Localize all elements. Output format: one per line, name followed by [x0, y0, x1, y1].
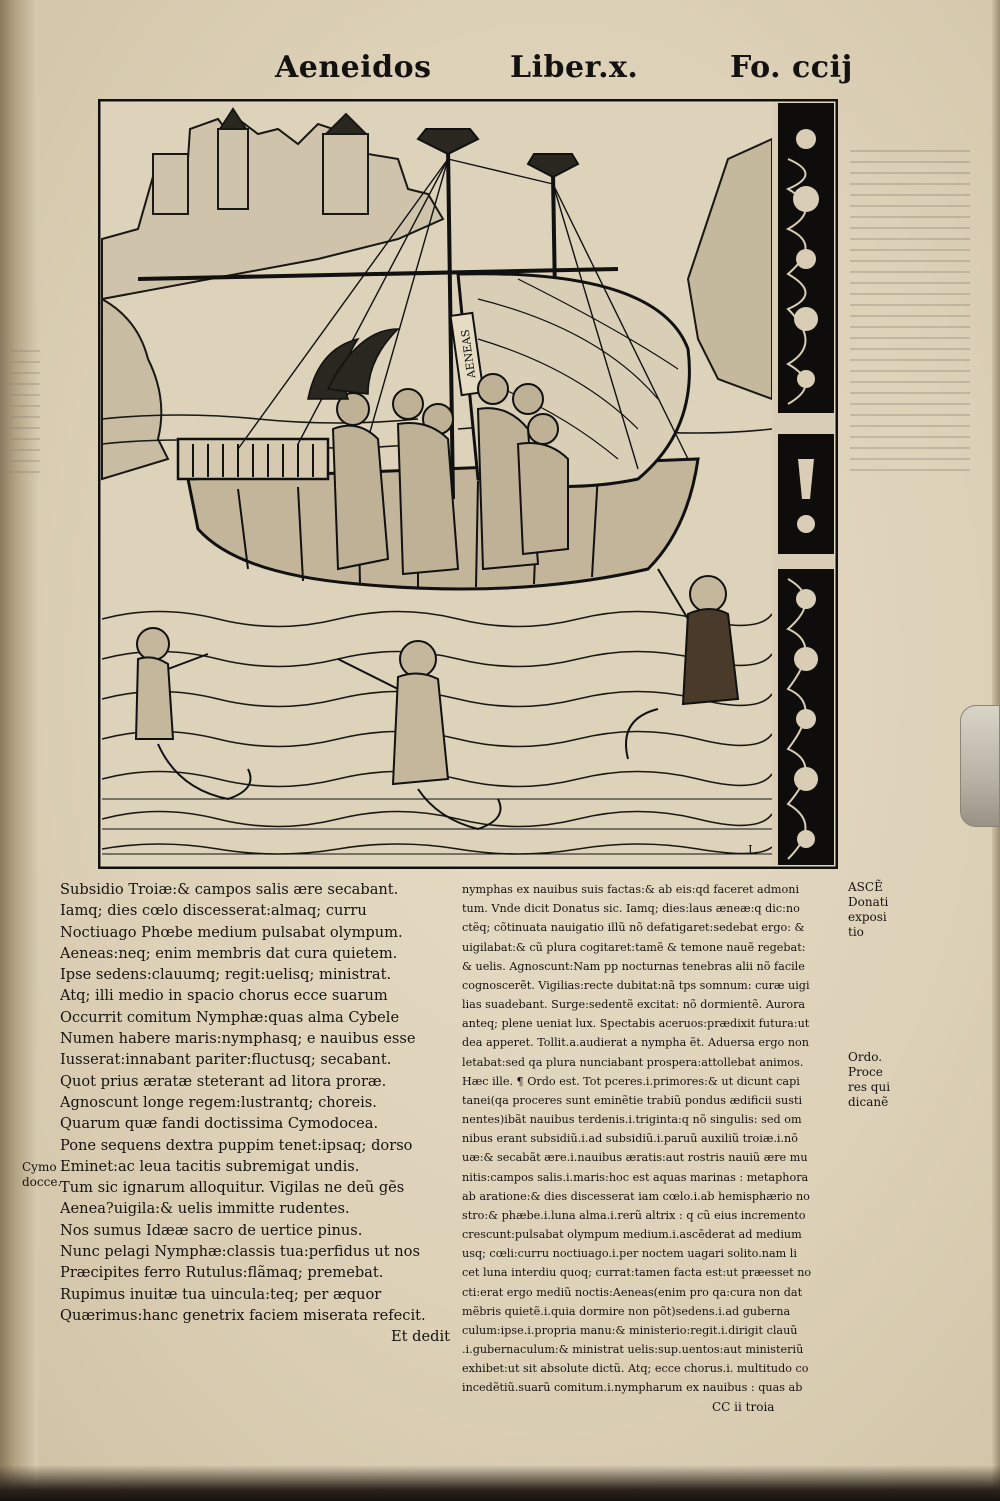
margin-note-cymodocea: Cymo docce.: [22, 1160, 62, 1189]
running-head-book: Liber.x.: [510, 50, 639, 85]
verse-line: Occurrit comitum Nymphæ:quas alma Cybele: [60, 1008, 400, 1026]
page-bottom-shadow: [0, 1465, 1000, 1501]
commentary-line: anteq; plene ueniat lux. Spectabis aceruos:prædixit futura:ut: [462, 1017, 810, 1031]
verse-line: Subsidio Troiæ:& campos salis ære secabant.: [60, 881, 399, 898]
verse-line: Aenea?uigila:& uelis immitte rudentes.: [60, 1200, 350, 1218]
cutter-mark: L: [748, 843, 756, 857]
commentary-line: lias suadebant. Surge:sedentẽ excitat: nõ dormientẽ. Aurora: [462, 998, 806, 1012]
verse-line: Noctiuago Phœbe medium pulsabat olympum.: [60, 923, 403, 941]
verse-line: Quærimus:hanc genetrix faciem miserata refecit.: [60, 1306, 426, 1324]
verse-line: Iamq; dies cœlo discesserat:almaq; curru: [60, 902, 367, 920]
woodcut-illustration: [98, 99, 838, 869]
verse-line: Eminet:ac leua tacitis subremigat undis.: [60, 1157, 360, 1175]
verse-line: Agnoscunt longe regem:lustrantq; choreis.: [60, 1093, 377, 1111]
commentary-line: uæ:& secabãt ære.i.nauibus æratis:aut rostris nauiũ ære mu: [462, 1151, 808, 1165]
commentary-line: tanei(qa proceres sunt eminẽtie trabiũ pondus ædificii susti: [462, 1093, 803, 1107]
commentary-line: .i.gubernaculum:& ministrat uelis:sup.uentos:aut ministeriũ: [462, 1343, 804, 1357]
verse-line: Quarum quæ fandi doctissima Cymodocea.: [60, 1115, 379, 1133]
verse-line: Nos sumus Idææ sacro de uertice pinus.: [60, 1221, 363, 1239]
commentary-line: ab aratione:& dies discesserat iam cœlo.i.ab hemisphærio no: [462, 1189, 810, 1203]
catchword: Et dedit: [390, 1328, 450, 1346]
verse-line: Ipse sedens:clauumq; regit:uelisq; ministrat.: [60, 966, 392, 984]
verse-line: Iusserat:innabant pariter:fluctusq; secabant.: [60, 1051, 392, 1069]
commentary-line: letabat:sed qa plura nunciabant prospera:attollebat animos.: [462, 1055, 804, 1069]
commentary-line: usq; cœli:curru noctiuago.i.per noctem uagari solito.nam li: [462, 1247, 797, 1261]
show-through-right: [850, 150, 970, 480]
verse-line: Aeneas:neq; enim membris dat cura quietem.: [60, 944, 398, 962]
svg-text:AENEAS: AENEAS: [458, 328, 479, 380]
commentary-column: [462, 880, 846, 1417]
verse-line: Rupimus inuitæ tua uincula:teq; per æquor: [60, 1285, 382, 1303]
commentary-line: exhibet:ut sit absolute dictũ. Atq; ecce chorus.i. multitudo co: [462, 1362, 809, 1376]
margin-note-ordo: Ordo. Proce res qui dicanẽ: [848, 1050, 891, 1109]
verse-line: Præcipites ferro Rutulus:flãmaq; premebat.: [60, 1264, 384, 1282]
margin-note-ascensius: ASCẼ Donati exposi tio: [848, 880, 889, 939]
commentary-line: cti:erat ergo mediũ noctis:Aeneas(enim pro qa:cura non dat: [462, 1285, 803, 1299]
commentary-line: incedẽtiũ.suarũ comitum.i.nympharum ex nauibus : quas ab: [462, 1381, 803, 1395]
commentary-line: nymphas ex nauibus suis factas:& ab eis:qd faceret admoni: [462, 883, 800, 896]
show-through-left: [10, 350, 40, 482]
commentary-line: tum. Vnde dicit Donatus sic. Iamq; dies:laus æneæ:q dic:no: [462, 902, 800, 916]
verse-line: Pone sequens dextra puppim tenet:ipsaq; dorso: [60, 1136, 413, 1154]
running-head-title: Aeneidos: [275, 50, 432, 85]
commentary-line: uigilabat:& cũ plura cogitaret:tamẽ & temone nauẽ regebat:: [462, 940, 806, 954]
verse-line: Nunc pelagi Nymphæ:classis tua:perfidus ut nos: [60, 1243, 420, 1261]
woodcut-scene: [102, 103, 772, 865]
commentary-line: cognoscerẽt. Vigilias:recte dubitat:nã tps somnum: curæ uigi: [462, 978, 810, 992]
folio-number: Fo. ccij: [730, 50, 853, 85]
verse-column: [60, 879, 460, 1348]
signature-mark: CC ii troia: [712, 1399, 775, 1414]
commentary-line: crescunt:pulsabat olympum medium.i.ascẽderat ad medium: [462, 1228, 802, 1242]
commentary-line: cet luna interdiu quoq; currat:tamen facta est:ut præesset no: [462, 1266, 812, 1280]
commentary-line: nentes)ibãt nauibus terdenis.i.triginta:q nõ singulis: sed om: [462, 1113, 802, 1127]
commentary-line: mẽbris quietẽ.i.quia dormire non põt)sedens.i.ad guberna: [462, 1304, 791, 1318]
commentary-line: stro:& phæbe.i.luna alma.i.rerũ altrix : q cũ eius incremento: [462, 1208, 806, 1222]
verse-line: Tum sic ignarum alloquitur. Vigilas ne deũ gẽs: [60, 1179, 405, 1197]
verse-line: Numen habere maris:nymphasq; e nauibus esse: [60, 1030, 416, 1048]
commentary-line: & uelis. Agnoscunt:Nam pp nocturnas tenebras alii nõ facile: [462, 959, 805, 973]
commentary-line: ctẽq; cõtinuata nauigatio illũ nõ defatigaret:sedebat ergo: &: [462, 921, 805, 935]
binding-gutter: [0, 0, 38, 1501]
verse-line: Atq; illi medio in spacio chorus ecce suarum: [60, 987, 388, 1005]
verse-line: Quot prius æratæ steterant ad litora proræ.: [60, 1072, 387, 1090]
commentary-line: nibus erant subsidiũ.i.ad subsidiũ.i.paruũ auxiliũ troiæ.i.nõ: [462, 1132, 798, 1146]
commentary-line: nitis:campos salis.i.maris:hoc est aquas marinas : metaphora: [462, 1170, 809, 1184]
clasp-tab: [960, 705, 1000, 827]
commentary-line: dea apperet. Tollit.a.audierat a nympha ẽt. Aduersa ergo non: [462, 1036, 809, 1050]
commentary-line: Hæc ille. ¶ Ordo est. Tot pceres.i.primores:& ut dicunt capi: [462, 1074, 800, 1088]
ornamental-border: [772, 103, 834, 865]
commentary-line: culum:ipse.i.propria manu:& ministerio:regit.i.dirigit clauũ: [462, 1323, 798, 1337]
